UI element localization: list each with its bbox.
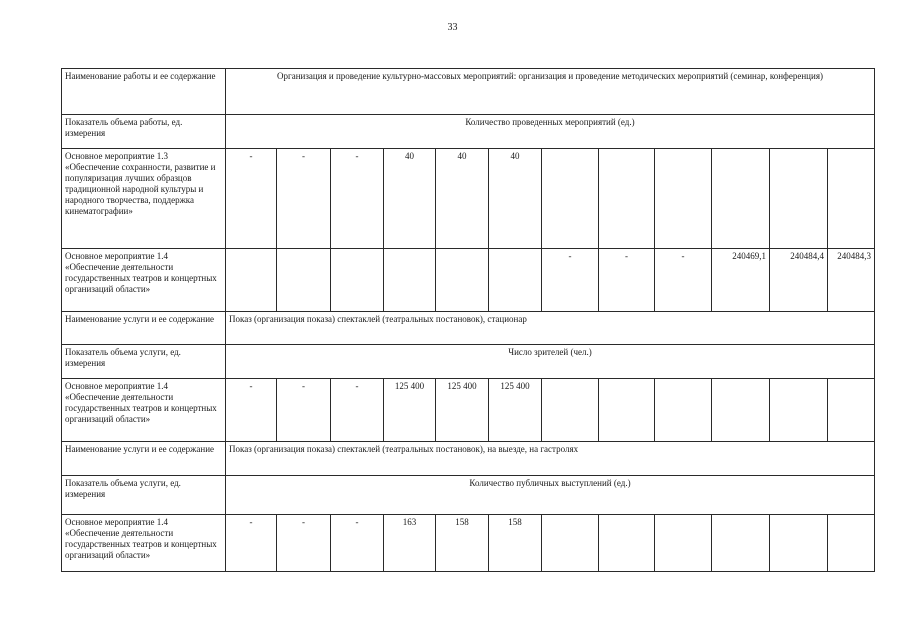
value-cell: - (226, 515, 277, 572)
value-cell (828, 515, 875, 572)
report-table (61, 68, 875, 572)
row-description: Организация и проведение культурно-массовых мероприятий: организация и проведение методических мероприятий (семинар, конференция) (226, 69, 875, 115)
header-row (62, 115, 875, 149)
value-cell: 163 (384, 515, 436, 572)
header-row (62, 312, 875, 345)
value-cell (331, 249, 384, 312)
value-cell (436, 249, 489, 312)
value-cell (655, 515, 712, 572)
value-cell (599, 379, 655, 442)
value-cell: 125 400 (436, 379, 489, 442)
value-cell: 240484,3 (828, 249, 875, 312)
header-row (62, 345, 875, 379)
value-cell: - (277, 149, 331, 249)
row-label: Показатель объема услуги, ед. измерения (62, 476, 226, 515)
data-row (62, 379, 875, 442)
data-row (62, 249, 875, 312)
value-cell (712, 149, 770, 249)
row-description: Число зрителей (чел.) (226, 345, 875, 379)
value-cell (542, 379, 599, 442)
value-cell: 125 400 (489, 379, 542, 442)
row-label: Наименование услуги и ее содержание (62, 442, 226, 476)
header-row (62, 442, 875, 476)
value-cell (828, 379, 875, 442)
row-label: Наименование услуги и ее содержание (62, 312, 226, 345)
row-label: Основное мероприятие 1.3 «Обеспечение сохранности, развитие и популяризация лучших образцов традиционной народной культуры и народного творчества, поддержка кинематографии» (62, 149, 226, 249)
header-row (62, 476, 875, 515)
value-cell: - (226, 379, 277, 442)
value-cell: - (277, 379, 331, 442)
value-cell (655, 379, 712, 442)
value-cell: - (331, 379, 384, 442)
row-label: Показатель объема работы, ед. измерения (62, 115, 226, 149)
value-cell: 240484,4 (770, 249, 828, 312)
value-cell (828, 149, 875, 249)
value-cell (770, 379, 828, 442)
row-description: Показ (организация показа) спектаклей (театральных постановок), стационар (226, 312, 875, 345)
value-cell (770, 149, 828, 249)
row-description: Количество публичных выступлений (ед.) (226, 476, 875, 515)
value-cell: 40 (384, 149, 436, 249)
value-cell: - (331, 515, 384, 572)
value-cell (542, 149, 599, 249)
value-cell (489, 249, 542, 312)
header-row (62, 69, 875, 115)
data-row (62, 515, 875, 572)
value-cell: 240469,1 (712, 249, 770, 312)
value-cell (655, 149, 712, 249)
value-cell (712, 379, 770, 442)
row-label: Основное мероприятие 1.4 «Обеспечение деятельности государственных театров и концертных организаций области» (62, 379, 226, 442)
page-number: 33 (447, 22, 458, 33)
value-cell: - (331, 149, 384, 249)
row-label: Основное мероприятие 1.4 «Обеспечение деятельности государственных театров и концертных организаций области» (62, 515, 226, 572)
value-cell: - (277, 515, 331, 572)
value-cell: 158 (489, 515, 542, 572)
value-cell: 125 400 (384, 379, 436, 442)
value-cell: 158 (436, 515, 489, 572)
row-label: Наименование работы и ее содержание (62, 69, 226, 115)
value-cell (542, 515, 599, 572)
value-cell: - (226, 149, 277, 249)
value-cell: - (655, 249, 712, 312)
value-cell (277, 249, 331, 312)
value-cell (599, 149, 655, 249)
data-row (62, 149, 875, 249)
value-cell: - (599, 249, 655, 312)
value-cell (712, 515, 770, 572)
value-cell: 40 (436, 149, 489, 249)
value-cell (384, 249, 436, 312)
value-cell (770, 515, 828, 572)
value-cell (599, 515, 655, 572)
value-cell: - (542, 249, 599, 312)
row-description: Количество проведенных мероприятий (ед.) (226, 115, 875, 149)
value-cell: 40 (489, 149, 542, 249)
row-label: Основное мероприятие 1.4 «Обеспечение деятельности государственных театров и концертных организаций области» (62, 249, 226, 312)
row-label: Показатель объема услуги, ед. измерения (62, 345, 226, 379)
value-cell (226, 249, 277, 312)
row-description: Показ (организация показа) спектаклей (театральных постановок), на выезде, на гастролях (226, 442, 875, 476)
